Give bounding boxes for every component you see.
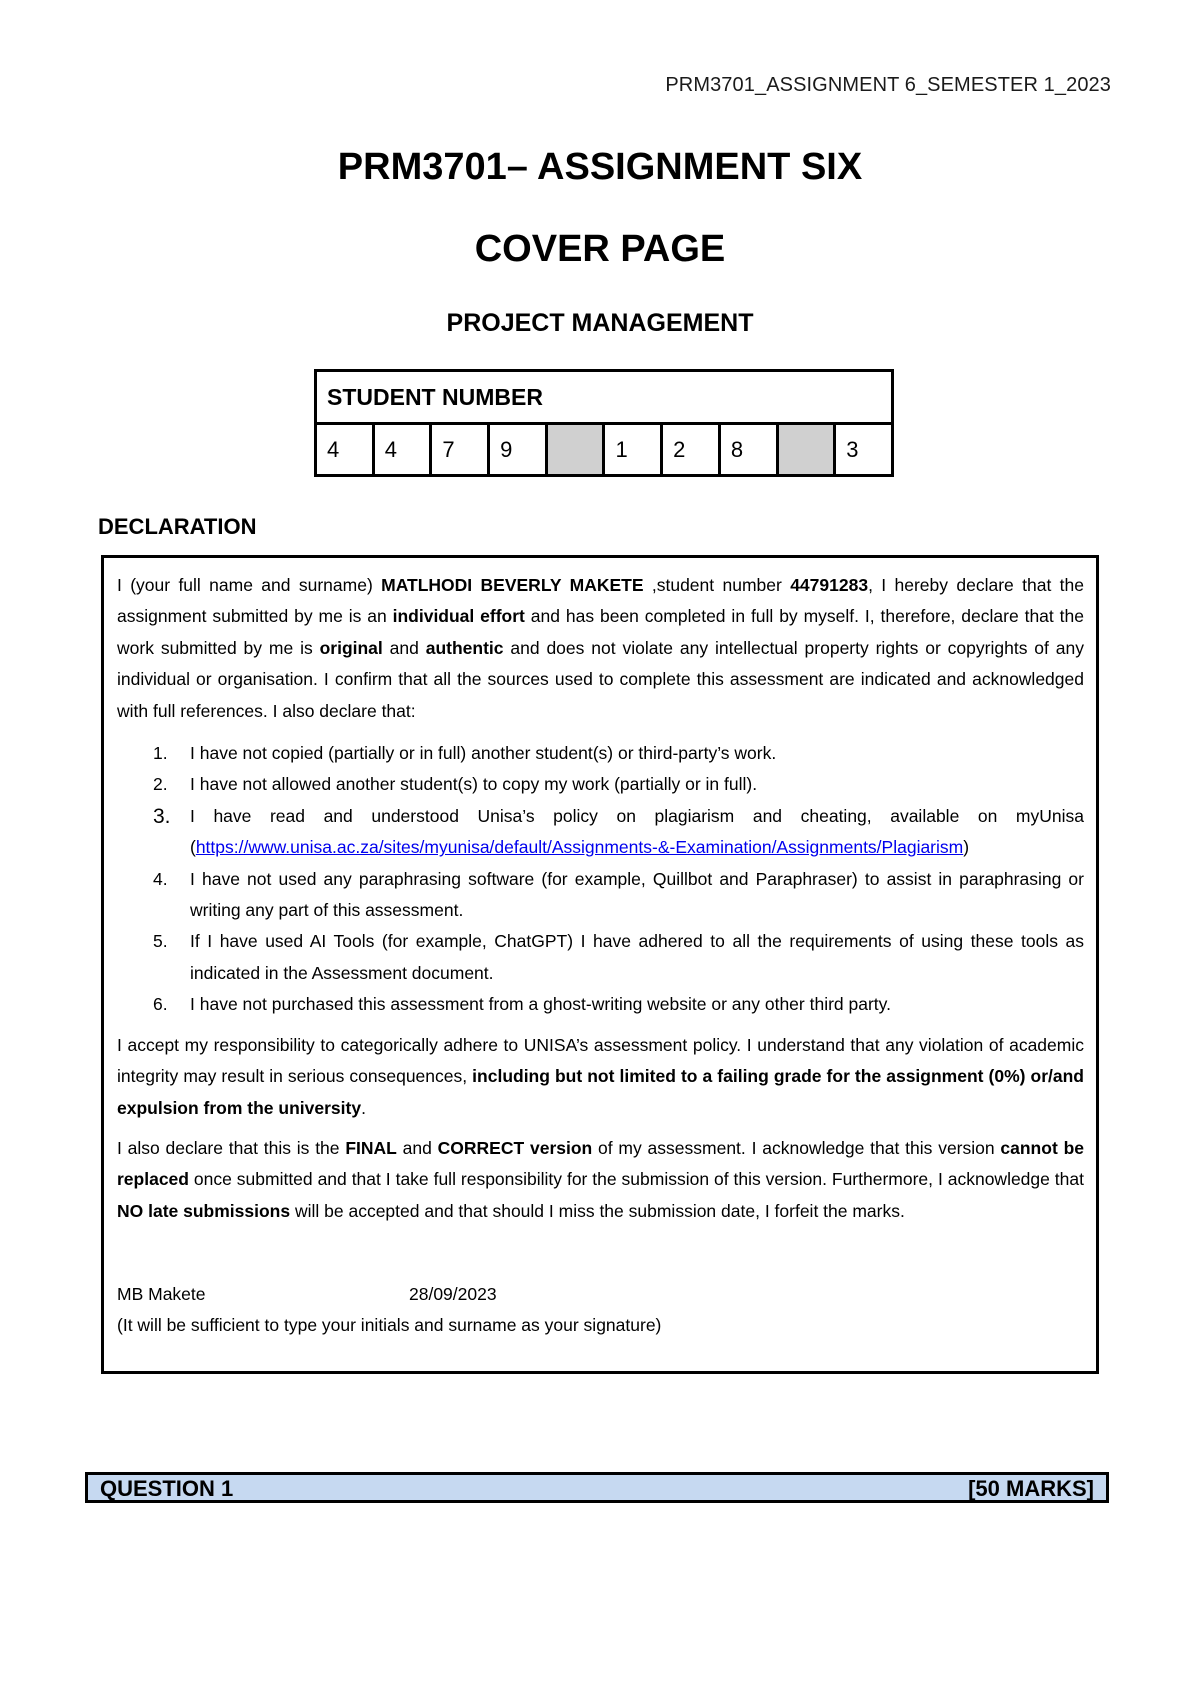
intro-text: , I hereby declare that the assignment submitted by me is an (117, 575, 1084, 627)
intro-bold: original (319, 637, 383, 658)
student-number-cell: 8 (719, 424, 777, 476)
final-text: will be accepted and that should I miss the submission date, I forfeit the marks. (290, 1200, 905, 1221)
student-number-cell-shaded (546, 424, 604, 476)
assignment-title: PRM3701– ASSIGNMENT SIX (337, 146, 863, 188)
question-marks: [50 MARKS] (968, 1476, 1094, 1501)
list-item-text: I have not purchased this assessment from a ghost-writing website or any other third party. (190, 994, 891, 1015)
declaration-box (101, 555, 1099, 1374)
intro-text: and has been completed in full by myself. I, therefore, declare that the work submitted by me is (117, 606, 1084, 658)
declaration-list-item (117, 864, 1084, 927)
list-number: 1. (153, 743, 168, 764)
list-number: 6. (153, 994, 168, 1015)
intro-text: ,student number (643, 575, 791, 595)
student-number-cell: 2 (662, 424, 720, 476)
student-number-cell: 9 (489, 424, 547, 476)
student-number-cell: 1 (604, 424, 662, 476)
signature-date: 28/09/2023 (409, 1284, 497, 1305)
declaration-list-item (117, 989, 1084, 1020)
signature-note: (It will be sufficient to type your initials and surname as your signature) (117, 1315, 662, 1336)
list-item-text: I have read and understood Unisa’s policy on plagiarism and cheating, available on myUnisa ( (190, 805, 1084, 858)
final-bold: cannot be replaced (117, 1137, 1084, 1190)
responsibility-bold: including but not limited to a failing grade for the assignment (0%) or/and expulsion from the university (117, 1066, 1084, 1118)
final-text: I also declare that this is the (117, 1137, 346, 1158)
final-bold: CORRECT version (437, 1137, 593, 1158)
list-item-text: I have not copied (partially or in full) another student(s) or third-party’s work. (190, 743, 777, 764)
list-number: 5. (153, 931, 168, 952)
plagiarism-policy-link[interactable]: https://www.unisa.ac.za/sites/myunisa/default/Assignments-&-Examination/Assignments/Plagiarism (195, 837, 964, 858)
signature-row (117, 1279, 1084, 1310)
running-header: PRM3701_ASSIGNMENT 6_SEMESTER 1_2023 (665, 74, 1111, 96)
student-number-cell: 4 (316, 424, 374, 476)
student-number-cell: 4 (373, 424, 431, 476)
student-number-cell: 7 (431, 424, 489, 476)
intro-text: and (382, 637, 426, 658)
declaration-list-item (117, 926, 1084, 989)
question-heading-bar (85, 1472, 1109, 1503)
list-item-text: I have not used any paraphrasing software (for example, Quillbot and Paraphraser) to assist in paraphrasing or writing any part of this assessment. (190, 868, 1084, 921)
final-text: and (396, 1137, 438, 1158)
intro-bold: individual effort (392, 606, 525, 627)
intro-text: and does not violate any intellectual property rights or copyrights of any individual or organisation. I confirm that all the sources used to complete this assessment are indicated and acknowledged with full references. I also declare that: (117, 637, 1084, 721)
signature-name: MB Makete (117, 1284, 206, 1305)
question-label: QUESTION 1 (100, 1476, 234, 1501)
list-number: 4. (153, 868, 168, 889)
final-version-paragraph (117, 1133, 1084, 1227)
responsibility-paragraph (117, 1030, 1084, 1124)
declaration-heading: DECLARATION (98, 514, 257, 539)
final-text: once submitted and that I take full responsibility for the submission of this version. Furthermore, I acknowledge that (188, 1169, 1084, 1190)
student-full-name: MATLHODI BEVERLY MAKETE (381, 575, 644, 595)
declaration-intro (117, 570, 1084, 727)
list-item-text: I have not allowed another student(s) to copy my work (partially or in full). (190, 774, 758, 795)
declaration-list-item (117, 769, 1084, 800)
student-number-cell-shaded (777, 424, 835, 476)
intro-bold: authentic (425, 637, 504, 658)
subject-title: PROJECT MANAGEMENT (446, 309, 754, 337)
list-item-text: ) (963, 837, 970, 858)
declaration-list-item (117, 801, 1084, 864)
student-number-heading: STUDENT NUMBER (316, 371, 893, 424)
final-bold: NO late submissions (117, 1200, 291, 1221)
final-text: of my assessment. I acknowledge that this version (592, 1137, 1001, 1158)
declaration-list (117, 738, 1084, 1021)
final-bold: FINAL (345, 1137, 397, 1158)
student-number-digits-row (316, 424, 893, 476)
cover-page-title: COVER PAGE (474, 228, 726, 270)
student-number-cell: 3 (835, 424, 893, 476)
list-item-text: If I have used AI Tools (for example, ChatGPT) I have adhered to all the requirements of using these tools as indicated in the Assessment document. (190, 931, 1084, 983)
student-number-inline: 44791283 (790, 575, 869, 595)
responsibility-text: I accept my responsibility to categorically adhere to UNISA’s assessment policy. I understand that any violation of academic integrity may result in serious consequences, (117, 1034, 1084, 1087)
list-number: 2. (153, 774, 168, 795)
intro-text: I (your full name and surname) (117, 575, 382, 595)
responsibility-text: . (361, 1097, 366, 1118)
list-number: 3. (153, 804, 171, 828)
declaration-list-item (117, 738, 1084, 769)
student-number-table (314, 369, 894, 477)
